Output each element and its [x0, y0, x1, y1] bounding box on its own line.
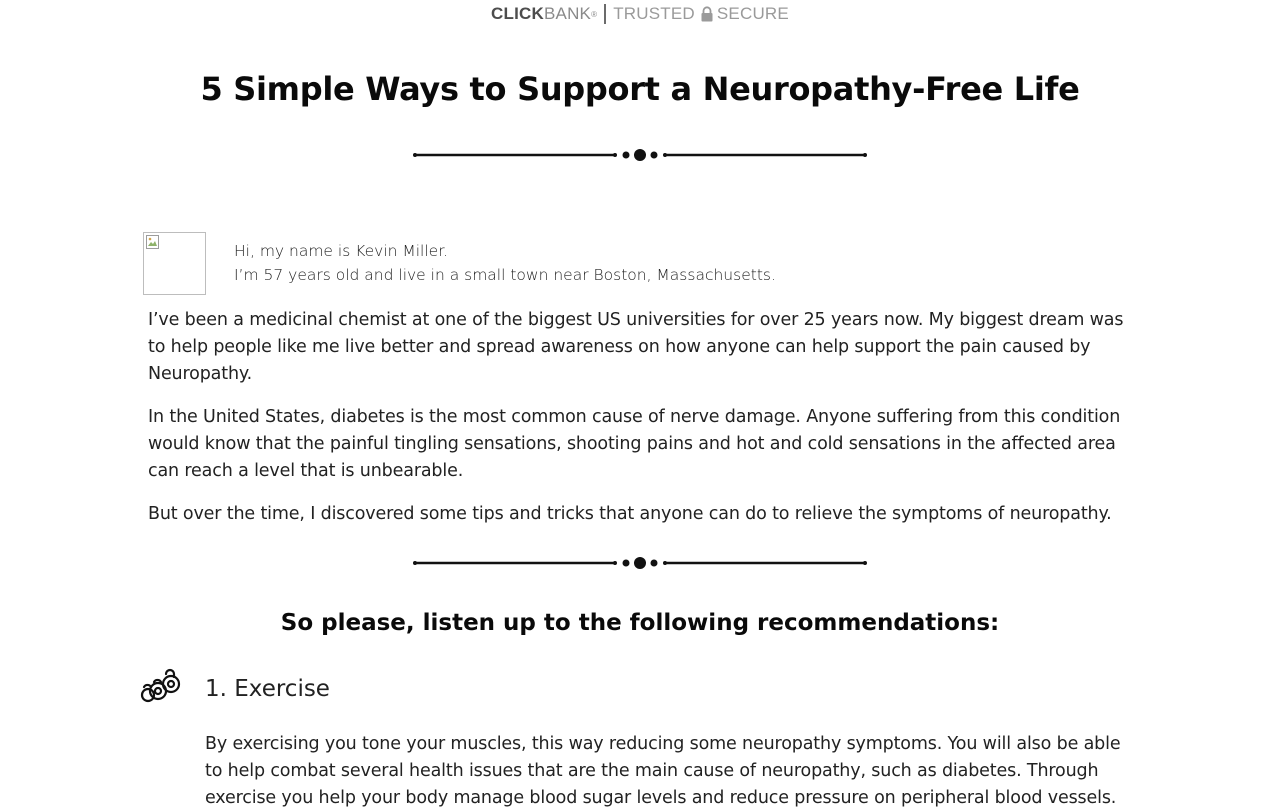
trusted-label: TRUSTED [613, 4, 695, 23]
author-intro-details: I’m 57 years old and live in a small town near Boston, Massachusetts. [234, 266, 776, 284]
ornamental-divider [413, 555, 867, 571]
clickbank-logo: CLICKBANK [491, 4, 592, 23]
registered-mark: ® [591, 9, 598, 19]
author-intro-name: Hi, my name is Kevin Miller. [234, 242, 449, 260]
lock-icon [700, 6, 714, 22]
body-paragraph: But over the time, I discovered some tips and tricks that anyone can do to relieve the symptoms of neuropathy. [148, 504, 1112, 524]
article-title: 5 Simple Ways to Support a Neuropathy-Free Life [200, 70, 1080, 108]
body-paragraph: I’ve been a medicinal chemist at one of the biggest US universities for over 25 years now. My biggest dream was to help people like me live better and spread awareness on how anyone can help support the pain caused by Neuropathy. [148, 310, 1124, 384]
secure-label: SECURE [716, 4, 789, 23]
broken-image-icon [145, 234, 161, 250]
recommendations-heading: So please, listen up to the following recommendations: [280, 610, 1000, 636]
author-photo [143, 232, 206, 295]
trust-bar-separator [604, 4, 606, 24]
ornamental-divider [413, 147, 867, 163]
kettlebell-weights-icon [140, 668, 184, 708]
clickbank-trust-badge [0, 2, 1280, 26]
tip-text-exercise: By exercising you tone your muscles, this way reducing some neuropathy symptoms. You will also be able to help combat several health issues that are the main cause of neuropathy, such as diabetes. Through exercise you help your body manage blood sugar levels and reduce pressure on peripheral blood vessels. [205, 734, 1121, 808]
tip-heading-exercise: 1. Exercise [205, 676, 330, 702]
body-paragraph: In the United States, diabetes is the most common cause of nerve damage. Anyone suffering from this condition would know that the painful tingling sensations, shooting pains and hot and cold sensations in the affected area can reach a level that is unbearable. [148, 407, 1121, 481]
